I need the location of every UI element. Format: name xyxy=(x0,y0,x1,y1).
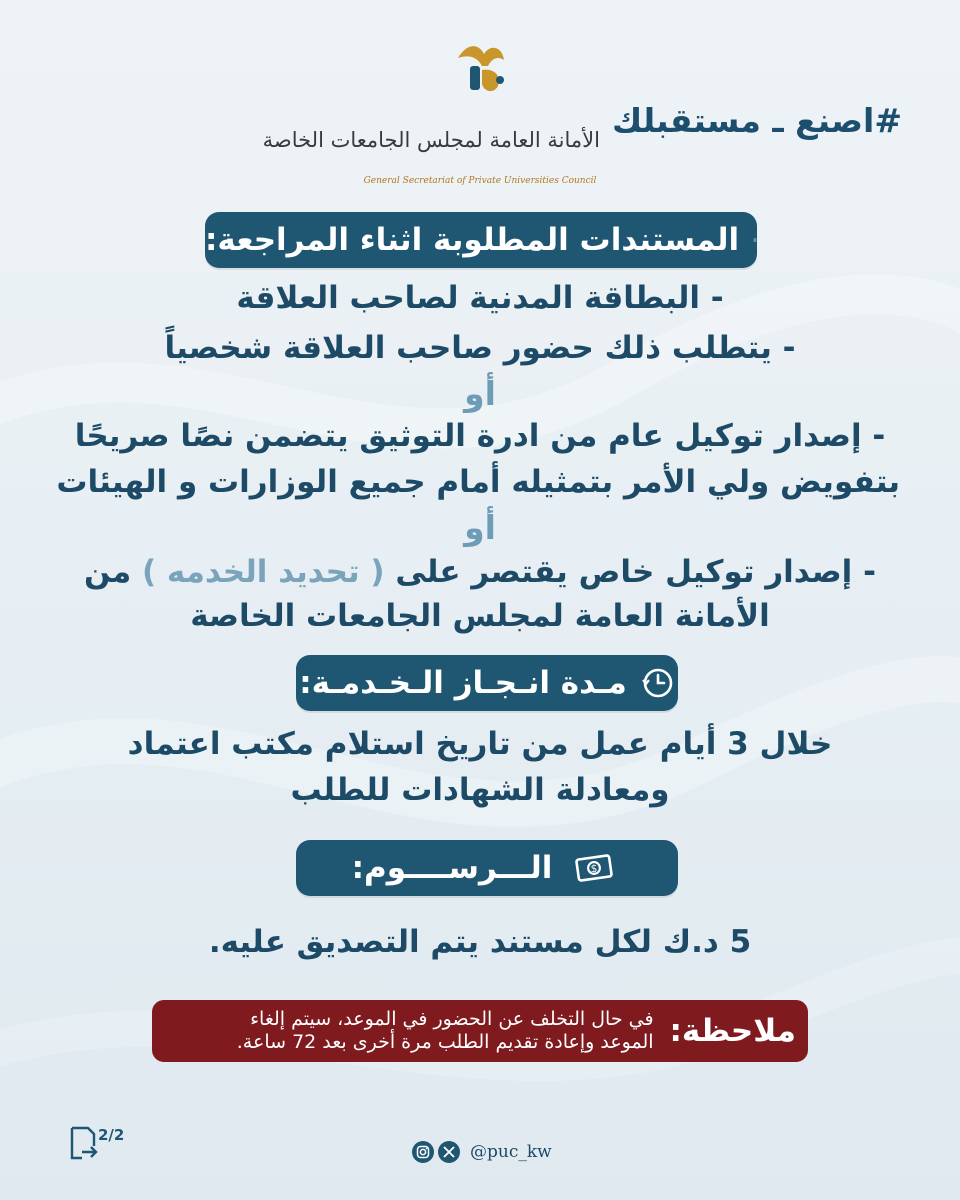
fees-section-header xyxy=(296,840,678,896)
duration-title: مـدة انـجـاز الـخـدمـة: xyxy=(299,665,627,701)
service-placeholder: ( تحديد الخدمه ) xyxy=(141,554,385,590)
note-box xyxy=(152,1000,808,1062)
note-line-1: في حال التخلف عن الحضور في الموعد، سيتم إلغاء xyxy=(250,1008,654,1030)
documents-title: المستندات المطلوبة اثناء المراجعة: xyxy=(205,222,740,258)
duration-section-header xyxy=(296,655,678,711)
instagram-icon[interactable] xyxy=(412,1141,434,1163)
documents-section-header xyxy=(205,212,757,268)
doc-line-general-poa-cont: بتفويض ولي الأمر بتمثيله أمام جميع الوزارات و الهيئات xyxy=(56,464,900,500)
social-handle[interactable]: @puc_kw xyxy=(470,1142,552,1162)
logo-arabic-text: الأمانة العامة لمجلس الجامعات الخاصة xyxy=(262,128,600,152)
fees-line: 5 د.ك لكل مستند يتم التصديق عليه. xyxy=(208,924,752,960)
council-emblem-icon xyxy=(448,36,512,98)
duration-line-2: ومعادلة الشهادات للطلب xyxy=(290,772,670,808)
hashtag: #اصنع ـ مستقبلك xyxy=(611,101,902,140)
page-number: 2/2 xyxy=(98,1126,125,1144)
page-indicator xyxy=(68,1124,138,1164)
social-footer xyxy=(412,1140,552,1164)
x-icon[interactable] xyxy=(438,1141,460,1163)
note-text xyxy=(237,1008,654,1054)
doc-line-presence: - يتطلب ذلك حضور صاحب العلاقة شخصياً xyxy=(164,330,796,366)
doc-line-special-poa xyxy=(60,554,900,590)
doc-line-civil-id: - البطاقة المدنية لصاحب العلاقة xyxy=(236,280,724,316)
page-arrow-icon xyxy=(68,1124,102,1162)
svg-text:$: $ xyxy=(591,863,598,876)
logo-english-text: General Secretariat of Private Universities Council xyxy=(363,176,597,186)
special-poa-text: - إصدار توكيل خاص يقتصر على xyxy=(384,554,876,590)
or-separator: أو xyxy=(464,374,496,413)
money-icon xyxy=(566,848,622,888)
duration-line-1: خلال 3 أيام عمل من تاريخ استلام مكتب اعتماد xyxy=(127,726,833,762)
or-separator: أو xyxy=(464,508,496,547)
document-icon xyxy=(753,223,757,257)
doc-line-general-poa: - إصدار توكيل عام من ادرة التوثيق يتضمن نصًا صريحًا xyxy=(74,418,886,454)
clock-icon xyxy=(641,666,675,700)
council-logo xyxy=(262,36,600,186)
doc-line-special-poa-cont: الأمانة العامة لمجلس الجامعات الخاصة xyxy=(190,598,770,634)
special-poa-from: من xyxy=(84,554,142,590)
fees-title: الـــرســــوم: xyxy=(351,850,553,886)
note-line-2: الموعد وإعادة تقديم الطلب مرة أخرى بعد 72 ساعة. xyxy=(236,1031,654,1053)
note-label: ملاحظة: xyxy=(669,1013,796,1049)
